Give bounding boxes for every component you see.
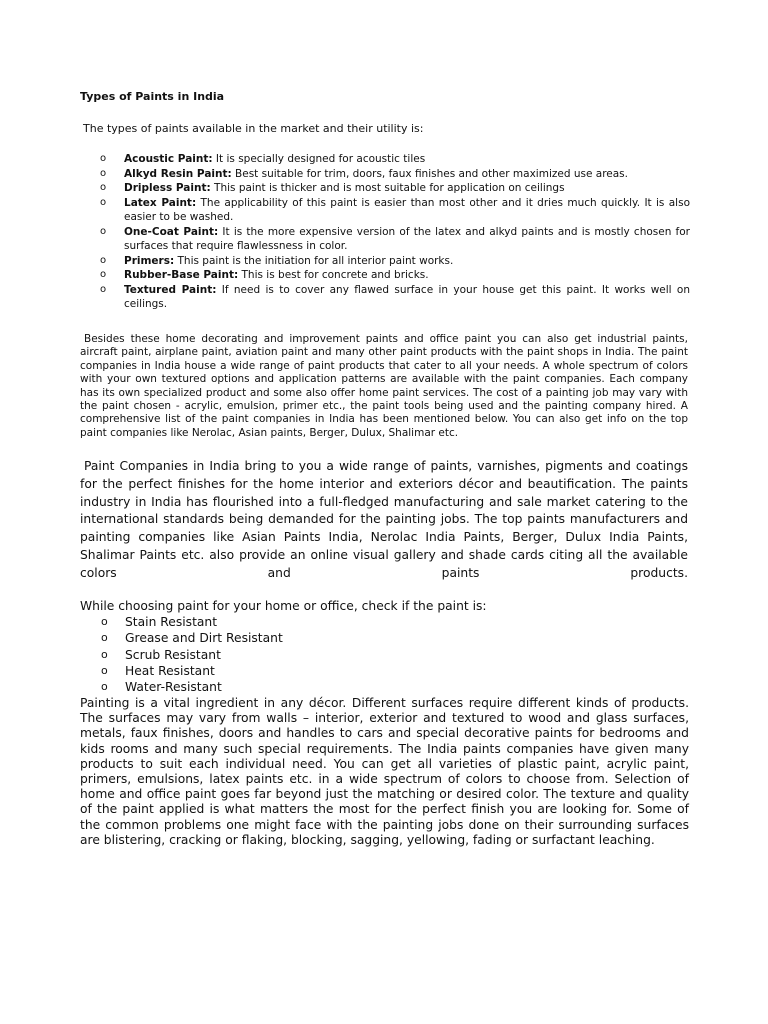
bullet-icon: o [100, 182, 107, 193]
list-item [80, 152, 690, 167]
list-item [80, 663, 283, 679]
paint-type-description: It is the more expensive version of the latex and alkyd paints and is mostly chosen for surfaces that require flawlessness in color. [124, 225, 690, 252]
paint-type-description: Best suitable for trim, doors, faux finishes and other maximized use areas. [231, 167, 628, 180]
bullet-icon: o [100, 269, 107, 280]
list-item [80, 268, 690, 283]
paint-types-list [80, 152, 690, 312]
paint-type-term: Dripless Paint: [124, 182, 211, 194]
bullet-icon: o [101, 615, 108, 628]
list-item [80, 254, 690, 269]
paint-companies-paragraph: Paint Companies in India bring to you a wide range of paints, varnishes, pigments and coatings for the perfect finishes for the home interior and exteriors décor and beautification. The paints industry in India has flourished into a full-fledged manufacturing and sale market catering to the international standards being demanded for the painting jobs. The top paints manufacturers and painting companies like Asian Paints India, Nerolac India Paints, Berger, Dulux India Paints, Shalimar Paints etc. also provide an online visual gallery and shade cards citing all the available colors and paints products. [80, 459, 688, 580]
list-item [80, 225, 690, 254]
bullet-icon: o [101, 663, 108, 677]
list-item [80, 181, 690, 196]
list-item [80, 614, 283, 630]
resistance-label: Heat Resistant [125, 663, 215, 678]
paint-type-description: If need is to cover any flawed surface in your house get this paint. It works well on ceilings. [124, 283, 690, 310]
list-item [80, 647, 283, 663]
intro-line: The types of paints available in the market and their utility is: [83, 122, 424, 135]
paint-type-description: It is specially designed for acoustic tiles [212, 153, 426, 165]
paint-type-description: The applicability of this paint is easier than most other and it dries much quickly. It is also easier to be washed. [124, 196, 690, 223]
paint-type-term: Alkyd Resin Paint: [124, 167, 232, 180]
bullet-icon: o [100, 153, 107, 164]
bullet-icon: o [100, 283, 107, 295]
bullet-icon: o [100, 254, 107, 266]
list-item [80, 630, 283, 646]
resistance-label: Grease and Dirt Resistant [125, 631, 283, 646]
bullet-icon: o [101, 680, 108, 694]
paint-type-description: This paint is the initiation for all interior paint works. [174, 254, 454, 267]
bullet-icon: o [100, 167, 107, 179]
list-item [80, 283, 690, 312]
bullet-icon: o [100, 225, 107, 237]
list-item [80, 679, 283, 695]
paint-type-term: Acoustic Paint: [124, 153, 213, 165]
paint-type-term: Latex Paint: [124, 196, 197, 209]
document-heading: Types of Paints in India [80, 90, 225, 103]
bullet-icon: o [100, 196, 107, 208]
resistance-checklist [80, 614, 283, 695]
painting-decor-paragraph: Painting is a vital ingredient in any décor. Different surfaces require different kinds of products. The surfaces may vary from walls – interior, exterior and textured to wood and glass surfaces, metals, faux finishes, doors and handles to cars and special decorative paints for bedrooms and kids rooms and many such special requirements. The India paints companies have given many products to suit each individual need. You can get all varieties of plastic paint, acrylic paint, primers, emulsions, latex paints etc. in a wide spectrum of colors to choose from. Selection of home and office paint goes far beyond just the matching or desired color. The texture and quality of the paint applied is what matters the most for the perfect finish you are looking for. Some of the common problems one might face with the painting jobs done on their surrounding surfaces are blistering, cracking or flaking, blocking, sagging, yellowing, fading or surfactant leaching. [80, 696, 689, 847]
paint-type-term: Textured Paint: [124, 283, 217, 296]
paint-type-term: One-Coat Paint: [124, 225, 219, 238]
resistance-label: Water-Resistant [125, 680, 222, 695]
paint-type-term: Primers: [124, 254, 175, 267]
list-item [80, 196, 690, 225]
resistance-label: Scrub Resistant [125, 647, 221, 662]
paint-type-term: Rubber-Base Paint: [124, 269, 239, 281]
industrial-paints-paragraph: Besides these home decorating and improvement paints and office paint you can also get industrial paints, aircraft paint, airplane paint, aviation paint and many other paint products with the paint shops in India. The paint companies in India house a wide range of paint products that cater to all your needs. A whole spectrum of colors with your own textured options and application patterns are available with the paint companies. Each company has its own specialized product and some also offer home paint services. The cost of a painting job may vary with the paint chosen - acrylic, emulsion, primer etc., the paint tools being used and the painting company hired. A comprehensive list of the paint companies in India has been mentioned below. You can also get info on the top paint companies like Nerolac, Asian paints, Berger, Dulux, Shalimar etc. [80, 333, 688, 439]
paint-type-description: This is best for concrete and bricks. [238, 269, 429, 281]
bullet-icon: o [101, 631, 108, 645]
paint-type-description: This paint is thicker and is most suitable for application on ceilings [210, 182, 565, 194]
checklist-intro: While choosing paint for your home or office, check if the paint is: [80, 599, 487, 613]
bullet-icon: o [101, 647, 108, 661]
resistance-label: Stain Resistant [125, 615, 218, 629]
list-item [80, 167, 690, 182]
